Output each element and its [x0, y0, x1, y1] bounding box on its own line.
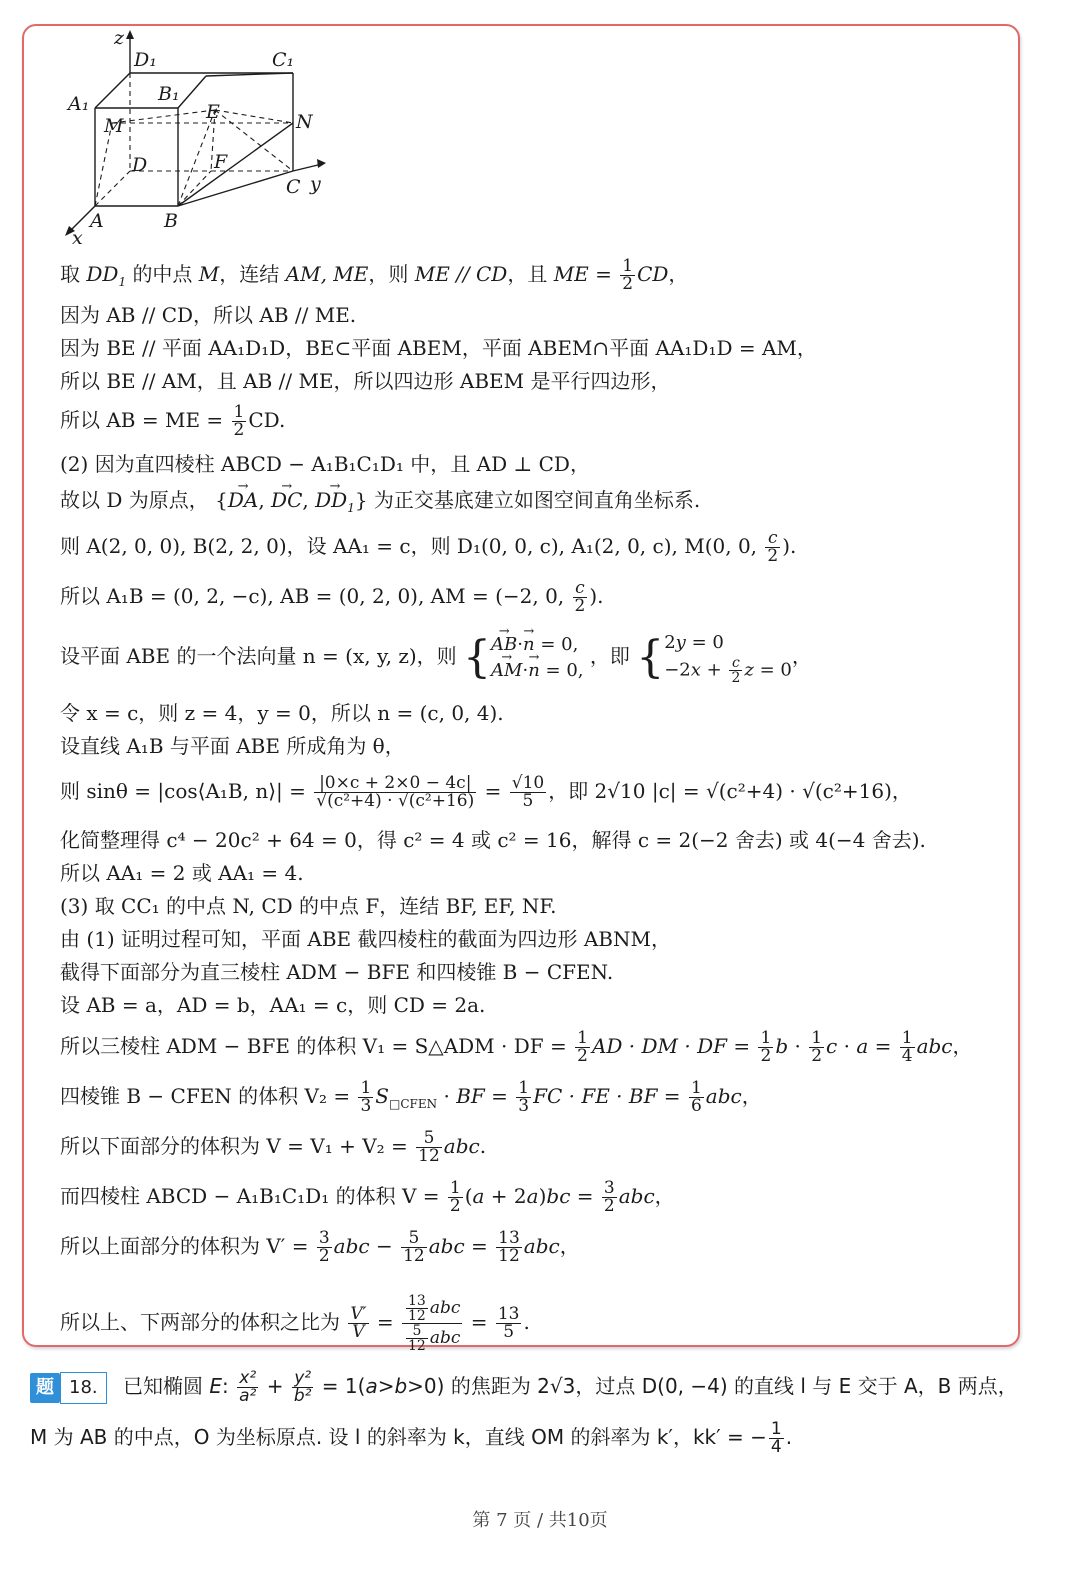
fig-label-d: D [132, 154, 148, 176]
solution-line-23: 而四棱柱 ABCD − A₁B₁C₁D₁ 的体积 V = $\frac{1}{2}$ (a + 2a)bc = $\frac{3}{2}$ abc， [60, 1178, 675, 1216]
solution-line-17: 由 (1) 证明过程可知，平面 ABE 截四棱柱的截面为四边形 ABNM， [60, 927, 671, 951]
solution-line-16: (3) 取 CC₁ 的中点 N, CD 的中点 F，连结 BF, EF, NF. [60, 894, 557, 918]
solution-line-8: 则 A(2, 0, 0), B(2, 2, 0)，设 AA₁ = c，则 D₁(0, 0, c), A₁(2, 0, c), M(0, 0, $\frac{c}{2}$ ). [60, 528, 797, 566]
fig-label-z: z [114, 28, 125, 49]
fig-label-d1: D₁ [134, 49, 157, 71]
solution-line-15: 所以 AA₁ = 2 或 AA₁ = 4. [60, 861, 304, 885]
question-badge: 题 [30, 1373, 60, 1403]
solution-line-25: 所以上、下两部分的体积之比为 $\frac{V'}{V}$ = $\frac{13}{12}$ abc $\frac{5}{12}$ abc = $\frac{13}{5}$ . [60, 1293, 530, 1354]
solution-line-13: 则 sinθ = |cos⟨A₁B, n⟩| = $\frac{|0\times c + 2\times 0 - 4c|}{\text{√(c²+4) · √(c²+16)}}$ = $\frac{√10}{5}$ ，即 2√10 |c| = √(c²+4) · √(c²+16)， [60, 773, 912, 811]
solution-line-18: 截得下面部分为直三棱柱 ADM − BFE 和四棱锥 B − CFEN. [60, 960, 614, 984]
page-footer: 第 7 页 / 共10页 [472, 1510, 608, 1531]
solution-line-2: 因为 AB // CD，所以 AB // ME. [60, 303, 357, 327]
question-number: 18. [60, 1372, 107, 1404]
prism-figure [60, 28, 340, 250]
fig-label-c: C [286, 176, 301, 198]
fig-label-f: F [214, 151, 228, 173]
solution-line-6: (2) 因为直四棱柱 ABCD − A₁B₁C₁D₁ 中，且 AD ⊥ CD， [60, 452, 590, 476]
fig-label-c1: C₁ [272, 49, 295, 71]
solution-line-20: 所以三棱柱 ADM − BFE 的体积 V₁ = S△ADM · DF = $\frac{1}{2}$ AD · DM · DF = $\frac{1}{2}$ b · $\frac{1}{2}$ c · a = $\frac{1}{4}$ abc， [60, 1028, 973, 1066]
solution-line-22: 所以下面部分的体积为 V = V₁ + V₂ = $\frac{5}{12}$ abc. [60, 1128, 487, 1166]
solution-line-24: 所以上面部分的体积为 V′ = $\frac{3}{2}$ abc − $\frac{5}{12}$ abc = $\frac{13}{12}$ abc， [60, 1228, 580, 1266]
solution-line-5: 所以 AB = ME = $\frac{1}{2}$ CD. [60, 402, 286, 440]
fig-label-x: x [72, 227, 83, 249]
solution-line-14: 化简整理得 c⁴ − 20c² + 64 = 0，得 c² = 4 或 c² = 16，解得 c = 2(−2 舍去) 或 4(−4 舍去). [60, 828, 926, 852]
solution-line-3: 因为 BE // 平面 AA₁D₁D，BE⊂平面 ABEM，平面 ABEM∩平面 AA₁D₁D = AM， [60, 336, 817, 360]
fig-label-b: B [164, 210, 178, 232]
solution-line-11: 令 x = c，则 z = 4，y = 0，所以 n = (c, 0, 4). [60, 701, 504, 725]
fig-label-a1: A₁ [68, 93, 90, 115]
fig-label-n: N [296, 111, 313, 133]
fig-label-m: M [104, 115, 124, 137]
solution-line-19: 设 AB = a，AD = b，AA₁ = c，则 CD = 2a. [60, 993, 486, 1017]
question-18: 题 18. 已知椭圆 E: $\frac{\text{x²}}{\text{a²}}$ + $\frac{\text{y²}}{\text{b²}}$ = 1(a>b>0) 的焦距为 2√3，过点 D(0, −4) 的直线 l 与 E 交于 A，B 两点， M 为 AB 的中点，O 为坐标原点. 设 l 的斜率为 k，直线 OM 的斜率为 k′，kk′ = − $\frac{1}{4}$ . [30, 1368, 1018, 1457]
fig-label-y: y [310, 173, 321, 195]
solution-line-1: 取 $DD_1$ 的中点 M，连结 AM, ME，则 ME // CD，且 ME = $\frac{1}{2}$ CD， [60, 256, 689, 294]
solution-line-9: 所以 A₁B = (0, 2, −c), AB = (0, 2, 0), AM = (−2, 0, $\frac{c}{2}$ ). [60, 578, 604, 616]
solution-line-7: 故以 D 为原点， {→ DA, → DC, → $DD_1$} 为正交基底建立如图空间直角坐标系. [60, 486, 700, 522]
solution-line-4: 所以 BE // AM，且 AB // ME，所以四边形 ABEM 是平行四边形， [60, 369, 671, 393]
fig-label-b1: B₁ [158, 83, 180, 105]
solution-line-10: 设平面 ABE 的一个法向量 n = (x, y, z)，则 {→ AB·→ n = 0, → AM·→ n = 0, ，即 {2y = 0 −2x + $\frac{c}{2}$ z = 0， [60, 630, 812, 685]
solution-line-12: 设直线 A₁B 与平面 ABE 所成角为 θ， [60, 734, 405, 758]
fig-label-a: A [90, 210, 104, 232]
fig-label-e: E [206, 101, 220, 123]
solution-line-21: 四棱锥 B − CFEN 的体积 V₂ = $\frac{1}{3}$ $S_{□CFEN}$ · BF = $\frac{1}{3}$ FC · FE · BF = $\frac{1}{6}$ abc， [60, 1078, 762, 1116]
